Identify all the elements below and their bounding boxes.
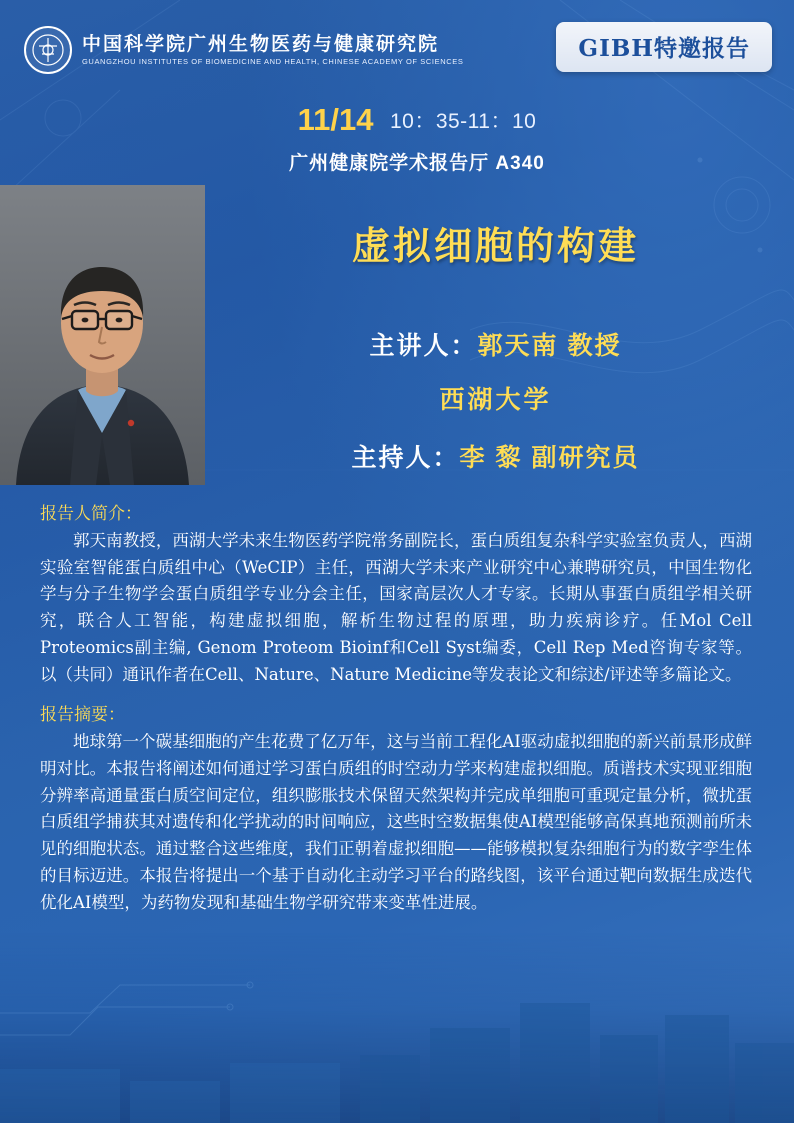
speaker-name: 郭天南 教授 <box>477 332 622 360</box>
abstract-text: 地球第一个碳基细胞的产生花费了亿万年，这与当前工程化AI驱动虚拟细胞的新兴前景形成鲜明对比。本报告将阐述如何通过学习蛋白质组的时空动力学来构建虚拟细胞。质谱技术实现亚细胞分辨率高通量蛋白质空间定位，组织膨胀技术保留天然架构并完成单细胞可重现定量分析，微扰蛋白质组学捕获其对遗传和化学扰动的时间响应，这些时空数据集使AI模型能够高保真地预测前所未见的细胞状态。通过整合这些维度，我们正朝着虚拟细胞——能够模拟复杂细胞行为的数字孪生体的目标迈进。本报告将提出一个基于自动化主动学习平台的路线图，该平台通过靶向数据生成迭代优化AI模型，为药物发现和基础生物学研究带来变革性进展。 <box>40 732 752 912</box>
institute-emblem-icon <box>24 26 72 74</box>
emblem-glyph-icon <box>31 33 65 67</box>
speaker-portrait-image <box>0 185 205 485</box>
event-time: 10：35-11：10 <box>389 110 537 133</box>
institute-name-en: GUANGZHOU INSTITUTES OF BIOMEDICINE AND HEALTH, CHINESE ACADEMY OF SCIENCES <box>82 56 464 66</box>
event-venue: 广州健康院学术报告厅 A340 <box>289 153 545 174</box>
host-label: 主持人： <box>351 444 460 472</box>
host-line <box>215 438 776 474</box>
hero-section <box>0 185 794 485</box>
speaker-line <box>215 326 776 362</box>
bottom-gradient-overlay <box>0 933 794 1123</box>
talk-title: 虚拟细胞的构建 <box>351 226 639 268</box>
hero-text-block <box>215 185 776 474</box>
lecture-badge <box>556 22 772 72</box>
lecture-badge-label: GIBH特邀报告 <box>578 35 750 62</box>
abstract-heading: 报告摘要： <box>40 705 125 726</box>
institute-name-cn: 中国科学院广州生物医药与健康研究院 <box>82 32 440 55</box>
event-date: 11/14 <box>297 102 374 137</box>
speaker-label: 主讲人： <box>369 332 478 360</box>
speaker-portrait <box>0 185 205 485</box>
event-datetime <box>0 102 794 138</box>
poster-content <box>0 485 794 916</box>
institute-logo <box>24 26 463 74</box>
bio-text: 郭天南教授，西湖大学未来生物医药学院常务副院长，蛋白质组复杂科学实验室负责人，西湖实验室智能蛋白质组中心（WeCIP）主任，西湖大学未来产业研究中心兼聘研究员，中国生物化学与分子生物学会蛋白质组学专业分会主任，国家高层次人才专家。长期从事蛋白质组学相关研究，联合人工智能，构建虚拟细胞，解析生物过程的原理，助力疾病诊疗。任Mol Cell Proteomics副主编, Genom Proteom Bioinf和Cell Syst编委，Cell Rep Med咨询专家等。以（共同）通讯作者在Cell、Nature、Nature Medicine等发表论文和综述/评述等多篇论文。 <box>40 531 752 684</box>
campus-skyline-icon <box>0 973 794 1123</box>
institute-name-block <box>82 32 464 66</box>
bio-heading: 报告人简介： <box>40 504 142 524</box>
speaker-affiliation: 西湖大学 <box>439 386 552 414</box>
host-name: 李 黎 副研究员 <box>459 444 640 472</box>
poster-header <box>0 0 794 88</box>
